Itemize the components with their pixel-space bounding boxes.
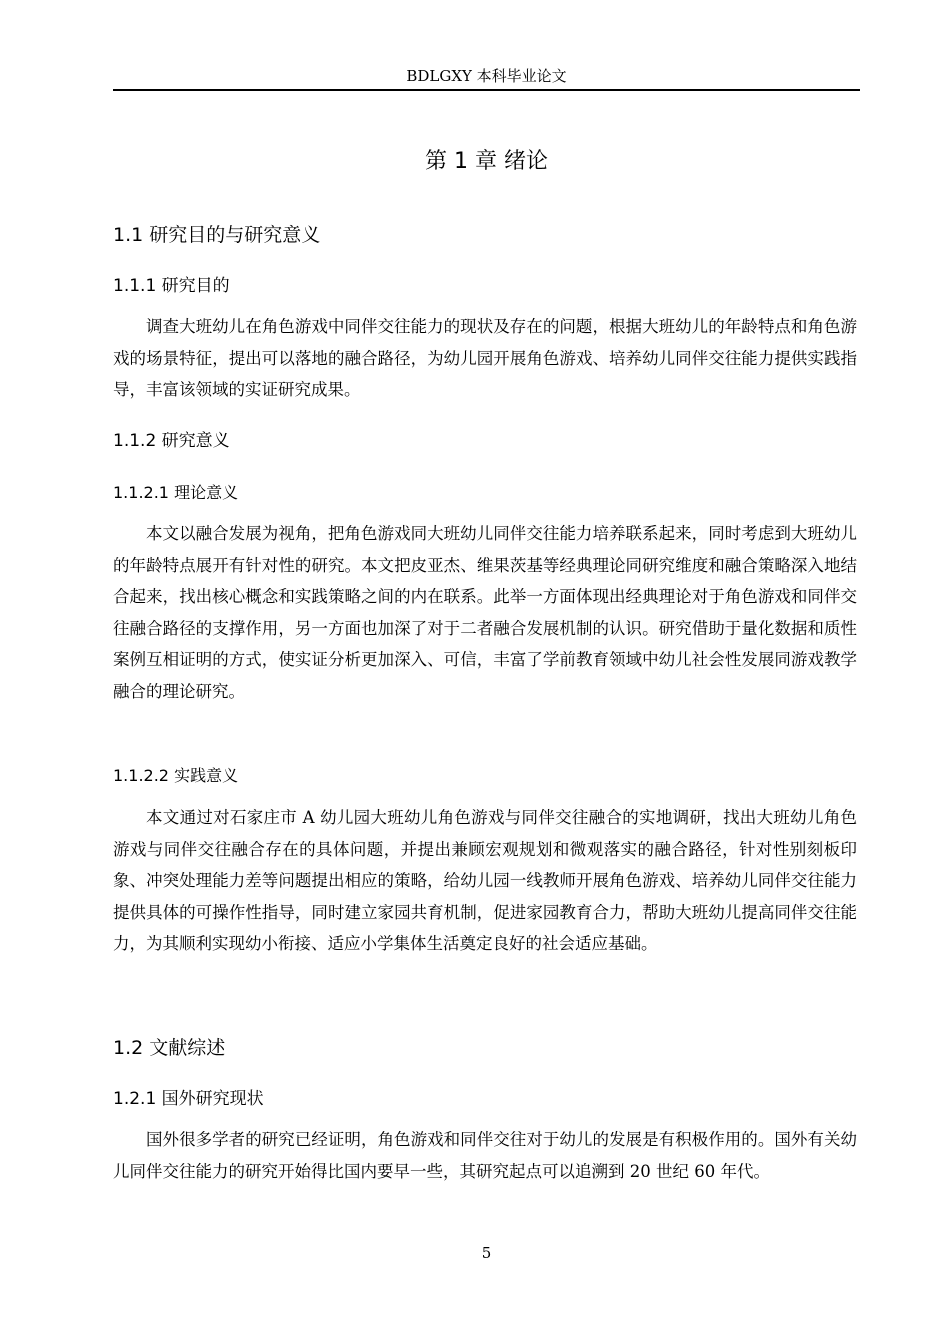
header-divider bbox=[113, 89, 860, 91]
section-heading-1-1-2-1: 1.1.2.1 理论意义 bbox=[113, 483, 239, 502]
chapter-title: 第 1 章 绪论 bbox=[425, 149, 548, 174]
paragraph-foreign-research: 国外很多学者的研究已经证明，角色游戏和同伴交往对于幼儿的发展是有积极作用的。国外有关幼儿同伴交往能力的研究开始得比国内要早一些，其研究起点可以追溯到 20 世纪 60 年代。 bbox=[113, 1130, 857, 1181]
paragraph-practical-significance: 本文通过对石家庄市 A 幼儿园大班幼儿角色游戏与同伴交往融合的实地调研，找出大班幼儿角色游戏与同伴交往融合存在的具体问题，并提出兼顾宏观规划和微观落实的融合路径，针对性别刻板印象、冲突处理能力差等问题提出相应的策略，给幼儿园一线教师开展角色游戏、培养幼儿同伴交往能力提供具体的可操作性指导，同时建立家园共育机制，促进家园教育合力，帮助大班幼儿提高同伴交往能力，为其顺利实现幼小衔接、适应小学集体生活奠定良好的社会适应基础。 bbox=[113, 808, 857, 953]
paragraph-research-purpose: 调查大班幼儿在角色游戏中同伴交往能力的现状及存在的问题，根据大班幼儿的年龄特点和角色游戏的场景特征，提出可以落地的融合路径，为幼儿园开展角色游戏、培养幼儿同伴交往能力提供实践指导，丰富该领域的实证研究成果。 bbox=[113, 317, 857, 399]
section-heading-1-2-1: 1.2.1 国外研究现状 bbox=[113, 1089, 264, 1109]
running-header: BDLGXY 本科毕业论文 bbox=[406, 67, 567, 85]
paragraph-theoretical-significance: 本文以融合发展为视角，把角色游戏同大班幼儿同伴交往能力培养联系起来，同时考虑到大班幼儿的年龄特点展开有针对性的研究。本文把皮亚杰、维果茨基等经典理论同研究维度和融合策略深入地结合起来，找出核心概念和实践策略之间的内在联系。此举一方面体现出经典理论对于角色游戏和同伴交往融合路径的支撑作用，另一方面也加深了对于二者融合发展机制的认识。研究借助于量化数据和质性案例互相证明的方式，使实证分析更加深入、可信，丰富了学前教育领域中幼儿社会性发展同游戏教学融合的理论研究。 bbox=[113, 524, 857, 701]
section-heading-1-1-2: 1.1.2 研究意义 bbox=[113, 431, 230, 451]
page-number: 5 bbox=[481, 1244, 492, 1262]
section-heading-1-1-2-2: 1.1.2.2 实践意义 bbox=[113, 766, 239, 785]
section-heading-1-1-1: 1.1.1 研究目的 bbox=[113, 276, 230, 296]
section-heading-1-2: 1.2 文献综述 bbox=[113, 1037, 226, 1059]
section-heading-1-1: 1.1 研究目的与研究意义 bbox=[113, 224, 321, 246]
